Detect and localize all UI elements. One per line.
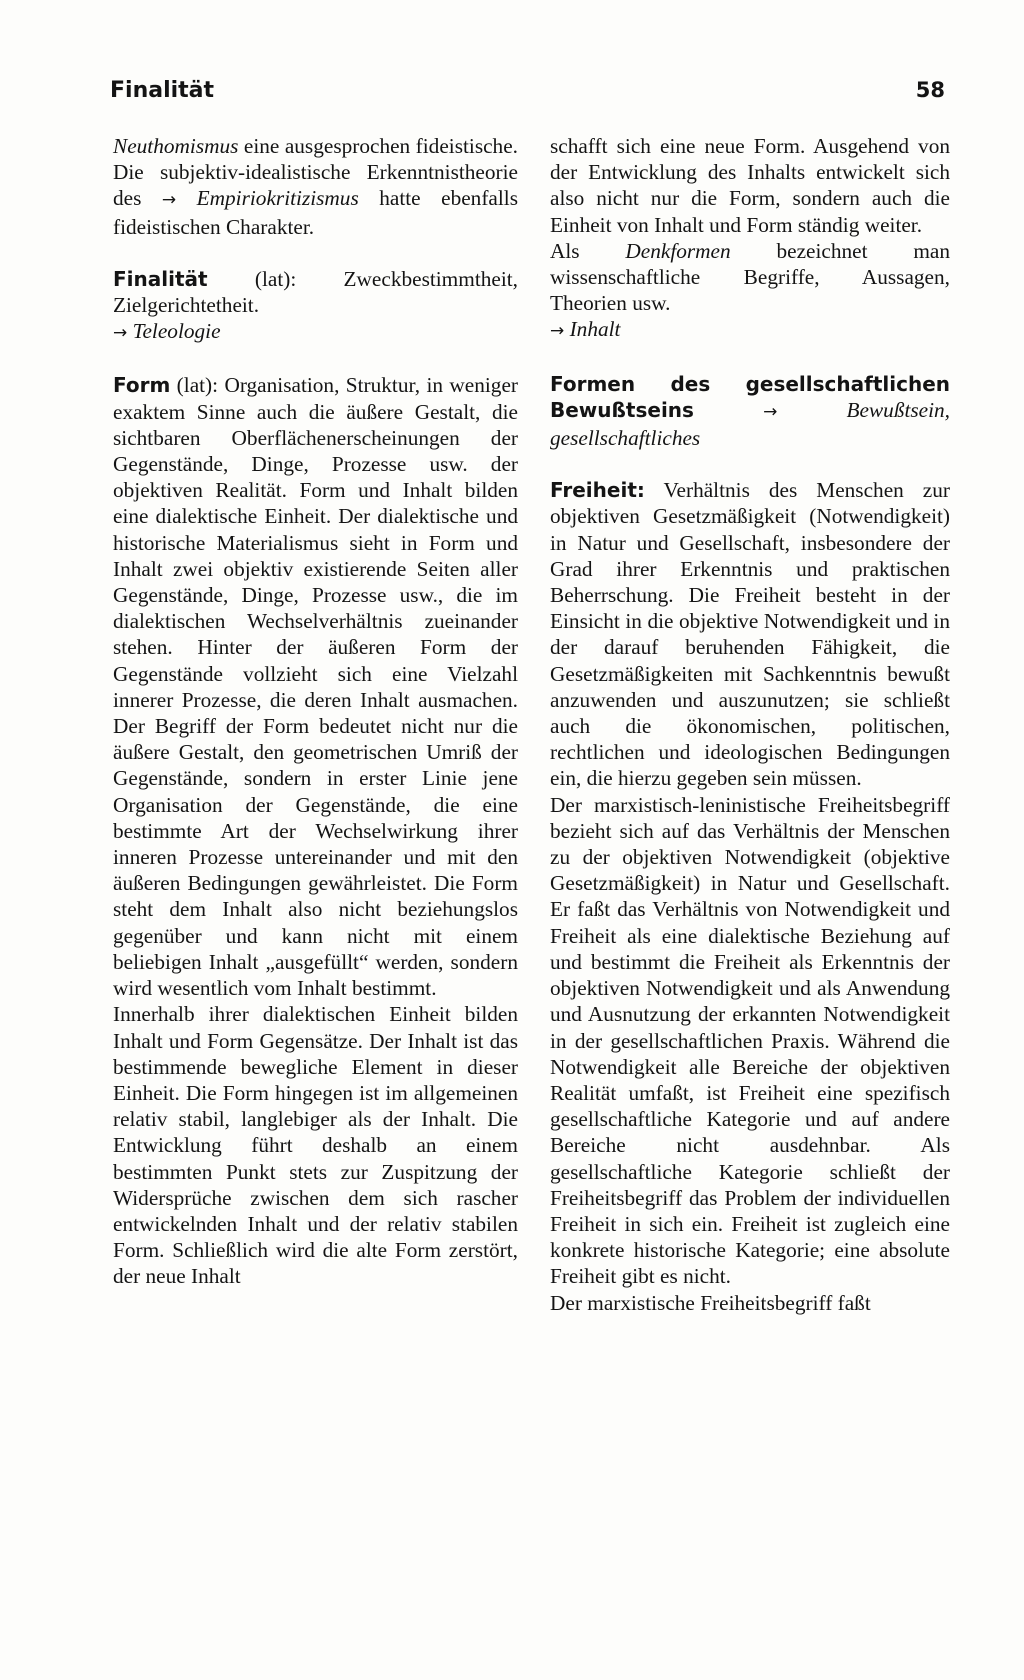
cross-reference-arrow-icon: → <box>161 190 177 211</box>
denkformen-paragraph <box>550 238 950 345</box>
continuation-text-1: eine ausgesprochen fideistische. Die subjektiv-idealistische Erkenntnistheorie des <box>113 134 518 211</box>
cross-reference-teleologie[interactable]: Teleologie <box>132 319 221 344</box>
right-column <box>550 133 950 1316</box>
form-paragraph-1: (lat): Organisation, Struktur, in weniger exaktem Sinne auch die äußere Gestalt, die sichtbaren Oberflächenerscheinungen der Gegenstände, Dinge, Prozesse usw. der objektiven Realität. Form und Inhalt bilden eine dialektische Einheit. Der dialektische und historische Materialismus sieht in Form und Inhalt zwei objektiv existierende Seiten aller Gegenstände, Dinge, Prozesse usw., die im dialektischen Wechselverhältnis zueinander stehen. Hinter der äußeren Form der Gegenstände vollzieht sich eine Vielzahl innerer Prozesse, die deren Inhalt ausmachen. Der Begriff der Form bedeutet nicht nur die äußere Gestalt, den geometrischen Umriß der Gegenstände, sondern in erster Linie jene Organisation der Gegenstände, die eine bestimmte Art der Wechselwirkung ihrer inneren Prozesse untereinander und mit den äußeren Bedingungen gewährleistet. Die Form steht dem Inhalt also nicht beziehungslos gegenüber und kann nicht mit einem beliebigen Inhalt „ausgefüllt“ werden, sondern wird wesentlich vom Inhalt bestimmt. <box>113 373 518 1001</box>
term-denkformen: Denkformen <box>625 238 731 263</box>
headword-formen: Formen des gesellschaftlichen Bewußtseins <box>550 371 950 422</box>
page-header <box>110 78 945 110</box>
freiheit-paragraph-3: Der marxistische Freiheitsbegriff faßt <box>550 1290 871 1315</box>
form-paragraph-2: Innerhalb ihrer dialektischen Einheit bilden Inhalt und Form Gegensätze. Der Inhalt ist das bestimmende bewegliche Element in dieser Einheit. Die Form hingegen ist im allgemeinen relativ stabil, langlebiger als der Inhalt. Die Entwicklung führt deshalb an einem bestimmten Punkt stets zur Zuspitzung der Widersprüche zwischen dem sich rascher entwickelnden Inhalt und der relativ stabilen Form. Schließlich wird die alte Form zerstört, der neue Inhalt <box>113 1002 518 1289</box>
continuation-text-2: hatte ebenfalls fideistischen Charakter. <box>113 186 518 239</box>
definition-finalitaet: (lat): Zweckbestimmtheit, Zielgerichtetheit. <box>113 266 518 318</box>
entry-finalitaet <box>113 266 518 347</box>
entry-continuation <box>113 133 518 240</box>
denkformen-text-b: bezeichnet man wissenschaftliche Begriffe, Aussagen, Theorien usw. <box>550 238 950 316</box>
entry-freiheit <box>550 477 950 791</box>
cross-reference-inhalt[interactable]: Inhalt <box>569 317 621 342</box>
denkformen-text-a: Als <box>550 238 626 263</box>
entry-formen-des-bewusstseins <box>550 371 950 452</box>
left-column <box>113 133 518 1290</box>
page-number: 58 <box>915 78 945 102</box>
form-continuation-paragraph: schafft sich eine neue Form. Ausgehend von der Entwicklung des Inhalts entwickelt sich also nicht nur die Form, sondern auch die Einheit von Inhalt und Form ständig weiter. <box>550 134 950 237</box>
cross-reference-arrow-icon: → <box>763 401 778 422</box>
term-neuthomismus: Neuthomismus <box>113 134 239 158</box>
headword-finalitaet: Finalität <box>113 266 208 291</box>
cross-reference-arrow-icon: → <box>550 321 565 342</box>
freiheit-paragraph-2: Der marxistisch-leninistische Freiheitsbegriff bezieht sich auf das Verhältnis der Menschen zu der objektiven Notwendigkeit (objektive Gesetzmäßigkeit) in Natur und Gesellschaft. Er faßt das Verhältnis von Notwendigkeit und Freiheit als eine dialektische Beziehung auf und bestimmt die Freiheit als Erkenntnis der objektiven Notwendigkeit und als Anwendung und Ausnutzung der erkannten Notwendigkeit in der gesellschaftlichen Praxis. Während die Notwendigkeit alle Bereiche der objektiven Realität umfaßt, ist Freiheit eine spezifisch gesellschaftliche Kategorie und auf andere Bereiche nicht ausdehnbar. Als gesellschaftliche Kategorie schließt der Freiheitsbegriff das Problem der individuellen Freiheit in sich ein. Freiheit ist zugleich eine konkrete historische Kategorie; eine absolute Freiheit gibt es nicht. <box>550 792 950 1289</box>
entry-form <box>113 372 518 1001</box>
cross-reference-arrow-icon: → <box>113 323 128 344</box>
freiheit-paragraph-1: Verhältnis des Menschen zur objektiven Gesetzmäßigkeit (Notwendigkeit) in Natur und Gesellschaft, insbesondere der Grad ihrer Erkenntnis und praktischen Beherrschung. Die Freiheit besteht in der Einsicht in die objektive Notwendigkeit und in der darauf beruhenden Fähigkeit, die Gesetzmäßigkeiten mit Sachkenntnis bewußt anzuwenden und auszunutzen; sie schließt auch die ökonomischen, politischen, rechtlichen und ideologischen Bedingungen ein, die hierzu gegeben sein müssen. <box>550 478 950 791</box>
headword-form: Form <box>113 373 171 398</box>
cross-reference-empiriokritizismus[interactable]: Empiriokritizismus <box>196 186 359 211</box>
running-head: Finalität <box>110 78 215 103</box>
headword-freiheit: Freiheit: <box>550 478 645 503</box>
cross-reference-bewusstsein[interactable]: Bewußtsein, gesellschaftliches <box>550 397 951 451</box>
